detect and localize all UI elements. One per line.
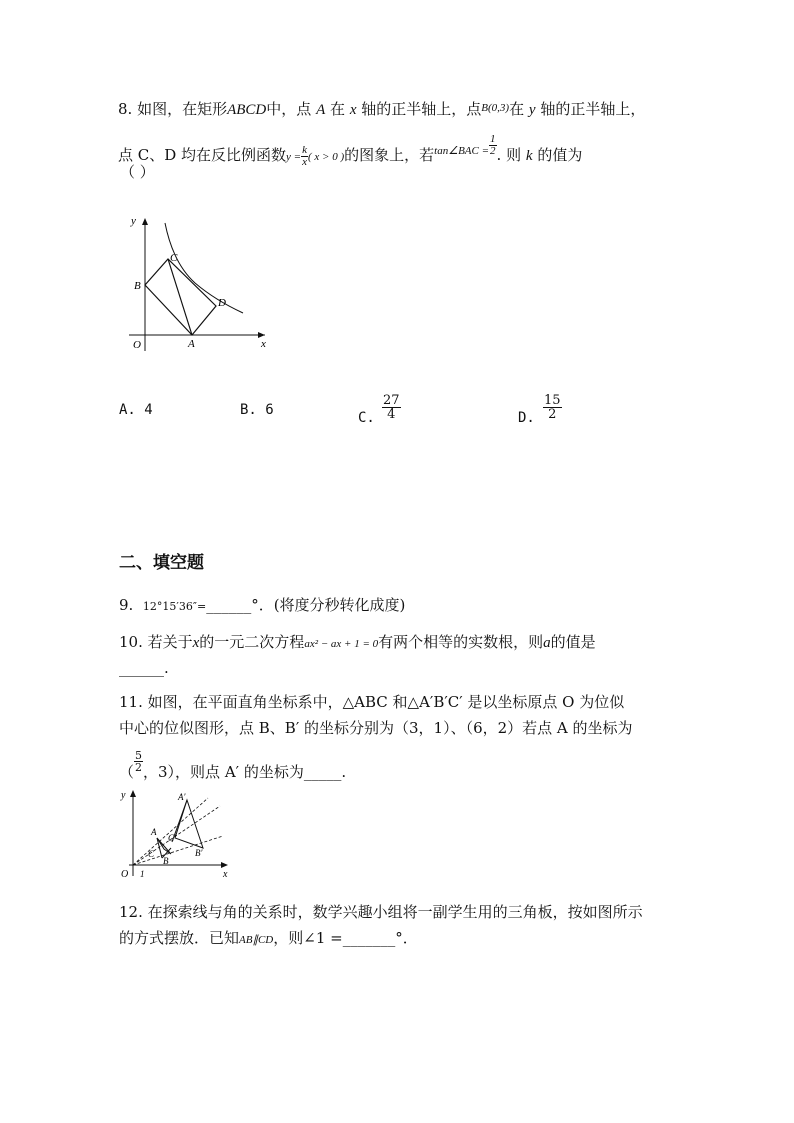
q10-blank: ______. <box>119 659 169 677</box>
q8-label-y: y <box>131 215 136 227</box>
q10-text: 有两个相等的实数根，则 <box>378 633 544 651</box>
q8-tan-expr: tan∠BAC = <box>434 145 490 157</box>
q8-label-c: C <box>170 252 178 264</box>
q8-option-d-den: 2 <box>548 407 557 422</box>
q8-var-k: k <box>525 148 533 164</box>
q11-label-c: C <box>148 849 155 859</box>
q11-y-arrow <box>130 790 136 797</box>
q12-text: ，则∠1 = <box>273 929 343 947</box>
q11-text: （ <box>119 763 135 781</box>
q10-line1 <box>119 632 596 654</box>
q8-option-b: B. 6 <box>240 402 274 418</box>
q9-number: 9. <box>119 596 134 614</box>
q10-text: 的值是 <box>550 633 596 651</box>
q12-line1: 12. 在探索线与角的关系时，数学兴趣小组将一副学生用的三角板，按如图所示 <box>119 903 643 921</box>
q8-func-cond: ( x > 0 ) <box>308 151 345 163</box>
q11-ray-b <box>133 836 223 865</box>
q8-option-d-fraction <box>543 394 562 421</box>
q10-text: 10. 若关于 <box>119 633 193 651</box>
q11-label-x: x <box>223 869 228 880</box>
q8-label-d: D <box>218 297 226 309</box>
q11-line1: 11. 如图，在平面直角坐标系中，△ABC 和△A′B′C′ 是以坐标原点 O 为位似 <box>119 693 625 711</box>
q8-option-d-frac <box>543 394 562 421</box>
q11-label-one: 1 <box>140 869 145 879</box>
q11-x-arrow <box>221 862 228 868</box>
q11-label-b: B <box>163 856 169 866</box>
q9-line <box>119 595 405 617</box>
q11-line2: 中心的位似图形，点 B、B′ 的坐标分别为（3，1）、（6，2）若点 A 的坐标为 <box>119 719 633 737</box>
q11-frac-den: 2 <box>135 761 143 774</box>
q11-fraction <box>134 750 143 773</box>
q11-label-y: y <box>121 790 126 801</box>
q8-line2 <box>118 134 582 168</box>
q8-axis-x: x <box>349 102 357 118</box>
q10-equation: ax² − ax + 1 = 0 <box>304 638 379 650</box>
q8-option-d-num: 15 <box>544 393 561 408</box>
q11-label-b2: B′ <box>195 848 203 858</box>
q8-point-b-coord: B(0,3) <box>481 102 510 114</box>
q8-text: 中，点 <box>266 100 312 118</box>
q8-option-c-fraction <box>382 394 401 421</box>
q8-text: 在 <box>330 100 346 118</box>
q8-y-arrow <box>142 218 148 225</box>
q8-label-o: O <box>133 339 141 351</box>
q8-option-d-label: D. <box>518 410 535 426</box>
q11-label-a: A <box>151 827 157 837</box>
q8-tan-fraction <box>489 134 497 157</box>
q8-func-den: x <box>302 155 307 168</box>
q12-parallel: AB∥CD <box>239 934 274 946</box>
q8-text: 轴的正半轴上，点 <box>361 100 482 118</box>
q8-label-a: A <box>188 338 195 350</box>
q11-label-o: O <box>121 869 129 880</box>
q8-axis-y: y <box>528 102 536 118</box>
q11-text: ，3），则点 A′ 的坐标为 <box>143 763 304 781</box>
q11-label-c2: C′ <box>168 833 176 843</box>
q8-text: 8. 如图，在矩形 <box>118 100 228 118</box>
q11-figure <box>115 786 235 881</box>
q9-suffix: °．(将度分秒转化成度) <box>251 596 406 614</box>
q8-option-c-den: 4 <box>387 407 396 422</box>
q9-blank: ______ <box>206 596 252 614</box>
q8-text: 点 C、D 均在反比例函数 <box>118 146 287 164</box>
q11-line3 <box>119 750 346 782</box>
q8-func-num: k <box>302 143 307 156</box>
q10-var-x: x <box>192 635 200 651</box>
q8-text: 在 <box>509 100 525 118</box>
q11-triangle-a2b2c2 <box>175 800 203 848</box>
q8-option-c-label: C. <box>358 410 375 426</box>
q8-text: 的图象上，若 <box>344 146 435 164</box>
q11-frac-num: 5 <box>135 749 143 762</box>
q10-var-a: a <box>543 635 551 651</box>
q8-text: . 则 <box>496 146 522 164</box>
q8-line1 <box>118 98 645 120</box>
q8-func-lhs: y = <box>286 151 302 163</box>
q8-tan-num: 1 <box>490 133 496 145</box>
q8-text: 轴的正半轴上， <box>540 100 646 118</box>
q8-option-c-frac <box>382 394 401 421</box>
q11-label-a2: A′ <box>178 792 186 802</box>
q12-blank: _______ <box>342 929 396 947</box>
q8-option-c-num: 27 <box>383 393 400 408</box>
section-title: 二、填空题 <box>119 553 204 573</box>
q8-rect-name: ABCD <box>227 102 267 118</box>
q8-option-a: A. 4 <box>119 402 153 418</box>
q12-line2 <box>119 928 418 950</box>
q8-text: 的值为 <box>537 146 583 164</box>
q9-expression: 12°15′36″= <box>142 600 207 613</box>
q11-blank: _____. <box>303 763 347 781</box>
q12-text: °． <box>395 929 418 947</box>
q12-text: 的方式摆放．已知 <box>119 929 240 947</box>
q11-ray-c <box>133 806 220 865</box>
q8-label-x: x <box>261 338 266 350</box>
q8-func-fraction <box>301 145 308 168</box>
q10-text: 的一元二次方程 <box>199 633 305 651</box>
q8-tan-den: 2 <box>490 145 496 157</box>
q8-answer-paren: （ ） <box>120 163 155 181</box>
q8-label-b: B <box>134 280 141 292</box>
q8-point-a: A <box>316 102 326 118</box>
q8-figure <box>115 208 275 353</box>
